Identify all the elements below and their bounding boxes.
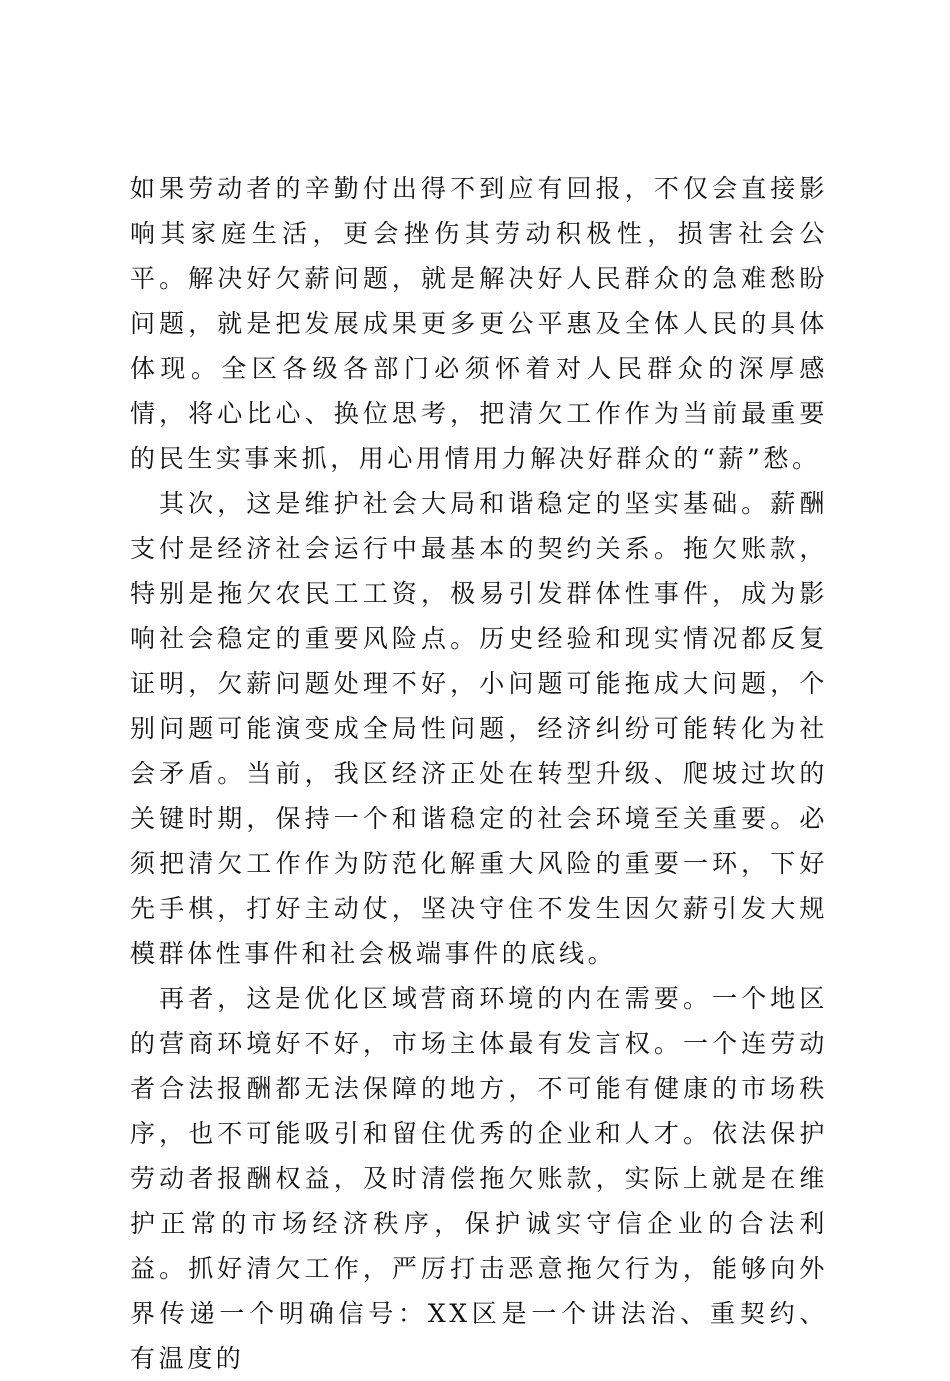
- paragraph-1: 如果劳动者的辛勤付出得不到应有回报，不仅会直接影响其家庭生活，更会挫伤其劳动积极性，损害社会公平。解决好欠薪问题，就是解决好人民群众的急难愁盼问题，就是把发展成果更多更公平惠及全体人民的具体体现。全区各级各部门必须怀着对人民群众的深厚感情，将心比心、换位思考，把清欠工作作为当前最重要的民生实事来抓，用心用情用力解决好群众的“薪”愁。: [130, 174, 828, 473]
- paragraph-2: 其次，这是维护社会大局和谐稳定的坚实基础。薪酬支付是经济社会运行中最基本的契约关系。拖欠账款，特别是拖欠农民工工资，极易引发群体性事件，成为影响社会稳定的重要风险点。历史经验和现实情况都反复证明，欠薪问题处理不好，小问题可能拖成大问题，个别问题可能演变成全局性问题，经济纠纷可能转化为社会矛盾。当前，我区经济正处在转型升级、爬坡过坎的关键时期，保持一个和谐稳定的社会环境至关重要。必须把清欠工作作为防范化解重大风险的重要一环，下好先手棋，打好主动仗，坚决守住不发生因欠薪引发大规模群体性事件和社会极端事件的底线。: [130, 489, 828, 968]
- document-page: [130, 166, 828, 1381]
- paragraph-3: 再者，这是优化区域营商环境的内在需要。一个地区的营商环境好不好，市场主体最有发言权。一个连劳动者合法报酬都无法保障的地方，不可能有健康的市场秩序，也不可能吸引和留住优秀的企业和人才。依法保护劳动者报酬权益，及时清偿拖欠账款，实际上就是在维护正常的市场经济秩序，保护诚实守信企业的合法利益。抓好清欠工作，严厉打击恶意拖欠行为，能够向外界传递一个明确信号：XX区是一个讲法治、重契约、有温度的: [130, 984, 828, 1373]
